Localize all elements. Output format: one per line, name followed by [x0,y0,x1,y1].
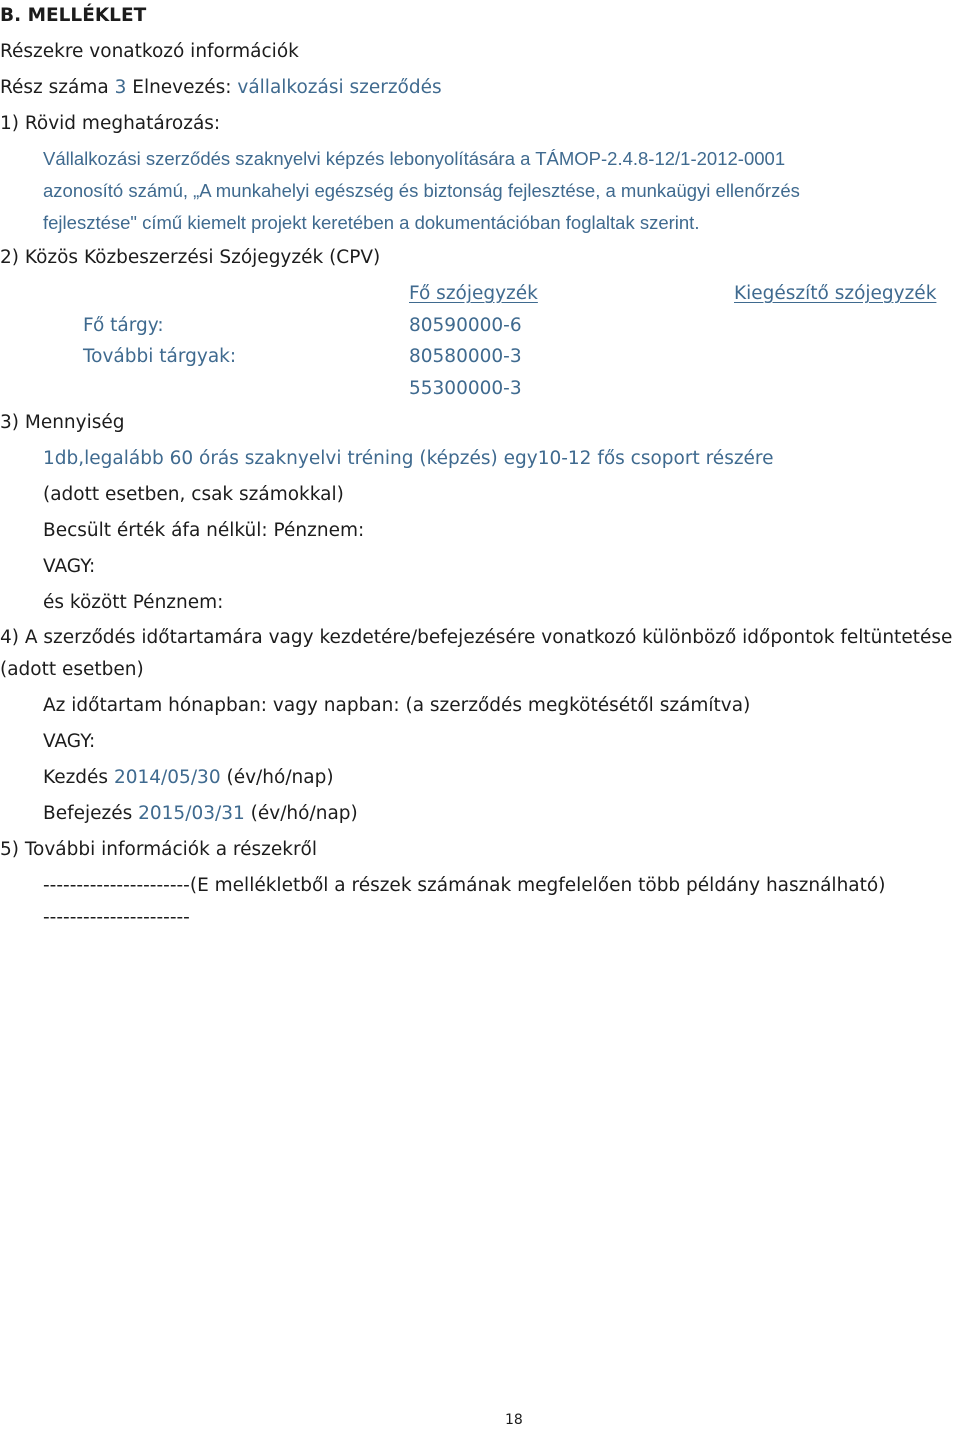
start-format: (év/hó/nap) [226,767,334,788]
section4-heading-line-2: (adott esetben) [0,659,144,680]
duration-line: Az időtartam hónapban: vagy napban: (a szerződés megkötésétől számítva) [43,695,751,716]
name-label: Elnevezés: [132,77,232,98]
or-label-1: VAGY: [43,556,96,577]
dash-separator: ---------------------- [43,907,190,928]
part-label: Rész száma [0,77,109,98]
name-value: vállalkozási szerződés [237,77,442,98]
start-date-line [43,766,334,790]
short-description-line-1: Vállalkozási szerződés szaknyelvi képzés lebonyolítására a TÁMOP-2.4.8-12/1-2012-0001 [43,148,786,169]
or-label-2: VAGY: [43,731,96,752]
main-subject-code: 80590000-6 [409,315,522,336]
page-number: 18 [505,1412,523,1428]
end-label: Befejezés [43,803,133,824]
end-date: 2015/03/31 [138,803,245,824]
section4-heading-line-1: 4) A szerződés időtartamára vagy kezdetére/befejezésére vonatkozó különböző időpontok feltüntetése [0,627,953,648]
part-number: 3 [114,77,127,98]
value-range: és között Pénznem: [43,592,224,613]
section5-heading: 5) További információk a részekről [0,839,318,860]
cpv-main-column-header: Fő szójegyzék [409,283,538,304]
quantity-text: 1db,legalább 60 órás szaknyelvi tréning (képzés) egy10-12 fős csoport részére [43,448,774,469]
section1-heading: 1) Rövid meghatározás: [0,113,221,134]
section2-heading: 2) Közös Közbeszerzési Szójegyzék (CPV) [0,247,381,268]
quantity-note: (adott esetben, csak számokkal) [43,484,344,505]
end-date-line [43,802,358,826]
cpv-supplementary-column-header: Kiegészítő szójegyzék [734,283,937,304]
short-description-line-3: fejlesztése" című kiemelt projekt keretében a dokumentációban foglaltak szerint. [43,212,700,233]
estimated-value: Becsült érték áfa nélkül: Pénznem: [43,520,365,541]
other-subject-code-1: 80580000-3 [409,346,522,367]
section3-heading: 3) Mennyiség [0,412,125,433]
part-line [0,76,442,100]
short-description-line-2: azonosító számú, „A munkahelyi egészség és biztonság fejlesztése, a munkaügyi ellenőrzés [43,180,800,201]
other-subject-code-2: 55300000-3 [409,378,522,399]
annex-title: B. MELLÉKLET [0,5,147,26]
other-subjects-label: További tárgyak: [83,346,237,367]
end-format: (év/hó/nap) [250,803,358,824]
start-date: 2014/05/30 [113,767,221,788]
start-label: Kezdés [43,767,109,788]
annex-subtitle: Részekre vonatkozó információk [0,41,299,62]
annex-copy-note: ----------------------(E mellékletből a részek számának megfelelően több példány használható) [43,875,886,896]
main-subject-label: Fő tárgy: [83,315,164,336]
